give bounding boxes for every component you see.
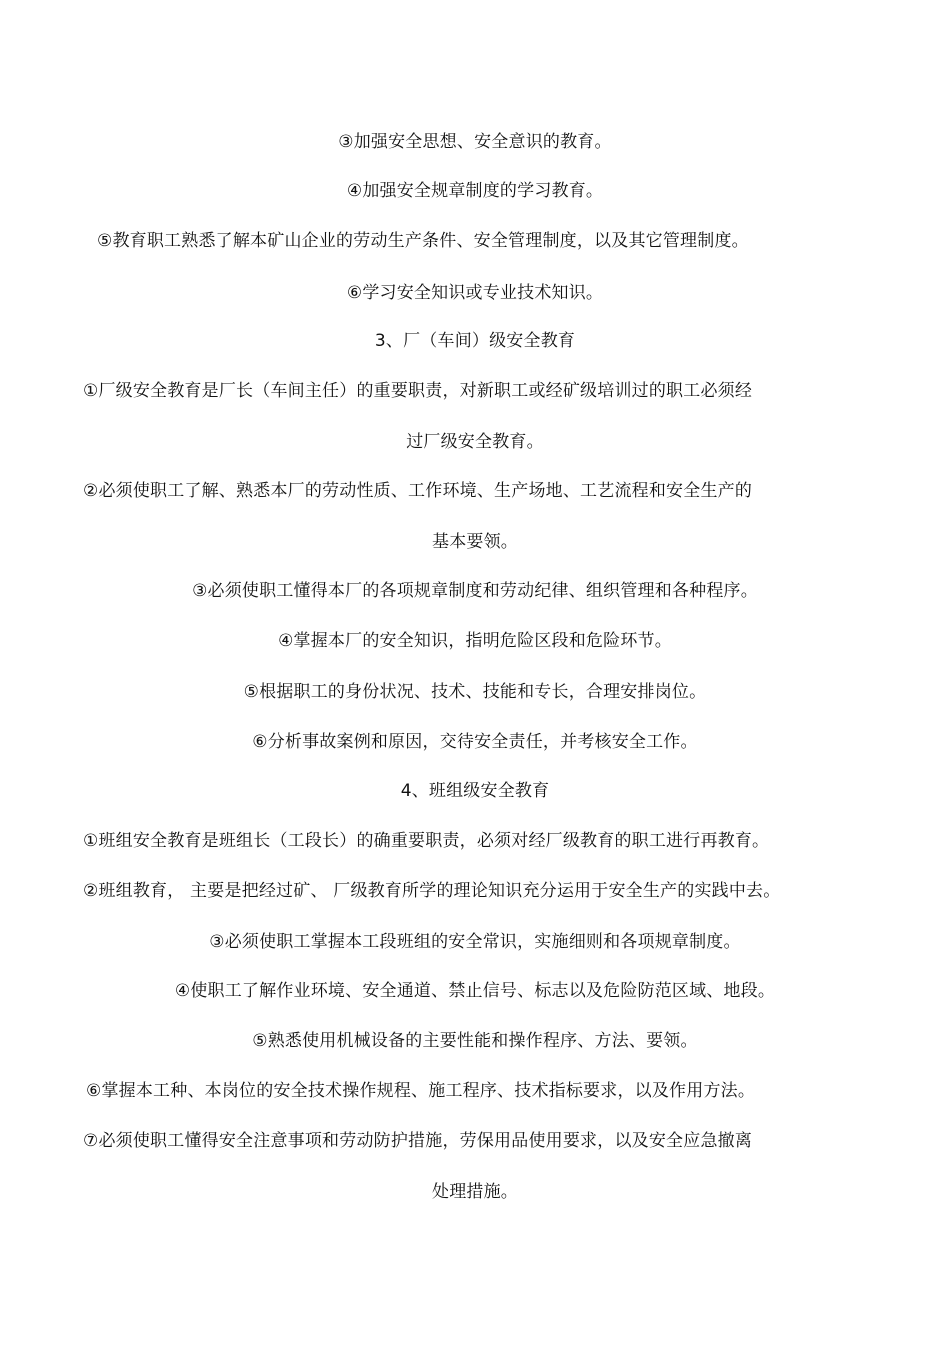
text-line-12: ⑤根据职工的身份状况、技术、技能和专长，合理安排岗位。 [243, 682, 707, 702]
text-line-1: ③加强安全思想、安全意识的教育。 [338, 132, 612, 152]
text-line-19: ⑤熟悉使用机械设备的主要性能和操作程序、方法、要领。 [252, 1031, 698, 1051]
text-line-3: ⑤教育职工熟悉了解本矿山企业的劳动生产条件、安全管理制度，以及其它管理制度。 [97, 231, 749, 251]
text-line-9: 基本要领。 [432, 532, 518, 552]
text-line-17: ③必须使职工掌握本工段班组的安全常识，实施细则和各项规章制度。 [209, 932, 741, 952]
text-line-11: ④掌握本厂的安全知识，指明危险区段和危险环节。 [278, 631, 672, 651]
text-line-7: 过厂级安全教育。 [406, 432, 544, 452]
text-line-22: 处理措施。 [432, 1182, 518, 1202]
text-line-18: ④使职工了解作业环境、安全通道、禁止信号、标志以及危险防范区域、地段。 [174, 981, 776, 1001]
text-line-6: ①厂级安全教育是厂长（车间主任）的重要职责，对新职工或经矿级培训过的职工必须经 [83, 381, 753, 401]
text-line-13: ⑥分析事故案例和原因，交待安全责任，并考核安全工作。 [252, 732, 698, 752]
text-line-16: ②班组教育， 主要是把经过矿、 厂级教育所学的理论知识充分运用于安全生产的实践中去。 [83, 881, 781, 901]
text-line-20: ⑥掌握本工种、本岗位的安全技术操作规程、施工程序、技术指标要求，以及作用方法。 [86, 1081, 756, 1101]
text-line-4: ⑥学习安全知识或专业技术知识。 [346, 283, 604, 303]
text-line-8: ②必须使职工了解、熟悉本厂的劳动性质、工作环境、生产场地、工艺流程和安全生产的 [83, 481, 753, 501]
text-line-21: ⑦必须使职工懂得安全注意事项和劳动防护措施，劳保用品使用要求，以及安全应急撤离 [83, 1131, 753, 1151]
text-line-10: ③必须使职工懂得本厂的各项规章制度和劳动纪律、组织管理和各种程序。 [192, 581, 758, 601]
text-line-2: ④加强安全规章制度的学习教育。 [346, 181, 604, 201]
section-heading-3: 3、厂（车间）级安全教育 [374, 331, 576, 351]
section-heading-4: 4、班组级安全教育 [400, 781, 550, 801]
text-line-15: ①班组安全教育是班组长（工段长）的确重要职责，必须对经厂级教育的职工进行再教育。 [83, 831, 770, 851]
